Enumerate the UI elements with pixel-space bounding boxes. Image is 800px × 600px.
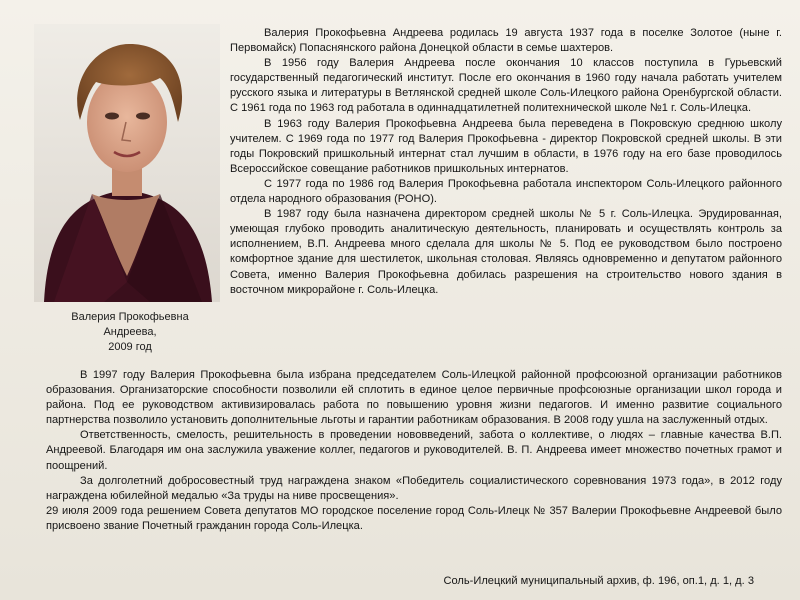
photo-caption [40,310,220,355]
paragraph-honorary-citizen: 29 июля 2009 года решением Совета депутатов МО городское поселение город Соль-Илецк № 357 Валерии Прокофьевне Андреевой было присвоено звание Почетный гражданин города Соль-Илецка. [46,504,782,532]
paragraph-rono: С 1977 года по 1986 год Валерия Прокофьевна работала инспектором Соль-Илецкого районного отдела народного образования (РОНО). [230,177,782,206]
caption-name: Валерия Прокофьевна [71,311,189,323]
paragraph-education: В 1956 году Валерия Андреева после окончания 10 классов поступила в Гурьевский государственный педагогический институт. После его окончания в 1960 году начала работать учителем русского языка и литературы в Ветлянской средней школе Соль-Илецкого района Оренбургской области. С 1961 года по 1963 год работала в одиннадцатилетней политехнической школе №1 г. Соль-Илецка. [230,57,782,115]
archive-source: Соль-Илецкий муниципальный архив, ф. 196, оп.1, д. 1, д. 3 [443,575,754,587]
portrait-photo [34,24,220,302]
paragraph-birth: Валерия Прокофьевна Андреева родилась 19 августа 1937 года в поселке Золотое (ныне г. Первомайск) Попаснянского района Донецкой области в семье шахтеров. [230,27,782,55]
paragraph-school5: В 1987 году была назначена директором средней школы № 5 г. Соль-Илецка. Эрудированная, умеющая глубоко проводить аналитическую деятельность, планировать и осуществлять контроль за исполнением, В.П. Андреева много сделала для школы № 5. Под ее руководством было построено комфортное здание для шестилеток, школьная столовая. Являясь одновременно и депутатом районного Совета, именно Валерия Прокофьевна добилась разрешения на строительство нового здания в восточном микрорайоне г. Соль-Илецка. [230,208,782,296]
paragraph-awards: За долголетний добросовестный труд награждена знаком «Победитель социалистического соревнования 1973 года», в 2012 году награждена юбилейной медалью «За труды на ниве просвещения». [46,474,782,502]
paragraph-qualities: Ответственность, смелость, решительность в проведении нововведений, забота о коллективе, о людях – главные качества В.П. Андреевой. Благодаря им она заслужила уважение коллег, педагогов и руководителей. В. П. Андреева имеет множество почетных грамот и поощрений. [46,429,782,472]
paragraph-union: В 1997 году Валерия Прокофьевна была избрана председателем Соль-Илецкой районной профсоюзной организации работников образования. Организаторские способности позволили ей сплотить в единое целое первичные профсоюзные организации школ города и района. Под ее руководством активизировалась работа по повышению уровня жизни педагогов. И именно развитие социального партнерства позволило установить дополнительные льготы и гарантии работникам образования. В 2008 году ушла на заслуженный отдых. [46,369,782,427]
caption-surname: Андреева, [103,326,157,338]
caption-year: 2009 год [108,341,152,353]
paragraph-pokrovskaya: В 1963 году Валерия Прокофьевна Андреева была переведена в Покровскую среднюю школу учителем. С 1969 года по 1977 год Валерия Прокофьевна - директор Покровской средней школы. В эти годы Покровский пришкольный интернат стал лучшим в области, в 1976 году на его базе проводилось Всероссийское совещание работников пришкольных интернатов. [230,117,782,175]
biography-upper [230,26,782,298]
biography-lower [46,368,782,534]
